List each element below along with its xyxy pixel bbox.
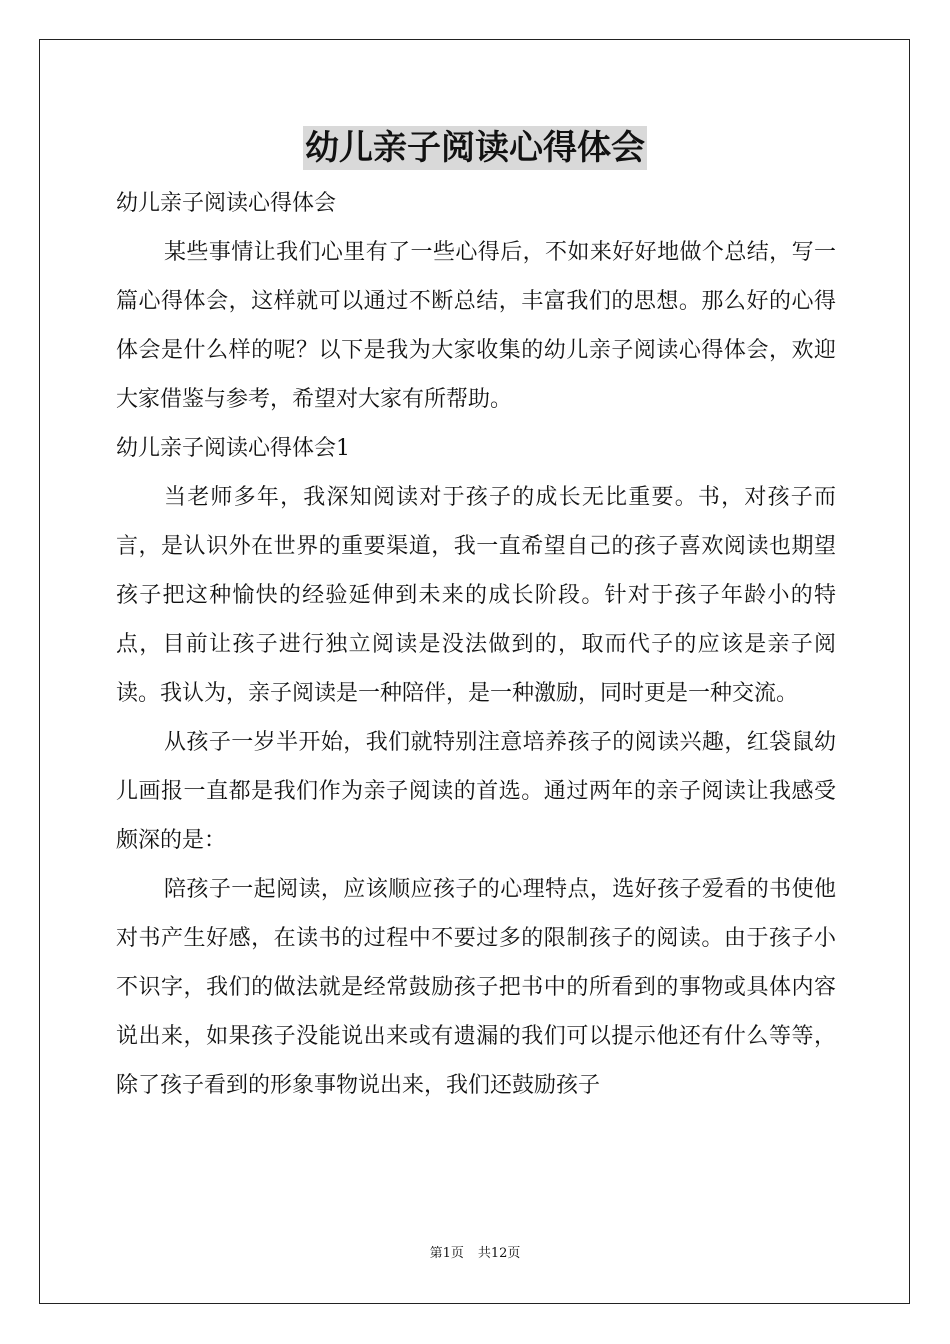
section-heading: 幼儿亲子阅读心得体会1 <box>116 436 350 461</box>
page-total: 共12页 <box>477 1246 521 1261</box>
paragraph-body-2: 从孩子一岁半开始，我们就特别注意培养孩子的阅读兴趣，红袋鼠幼儿画报一直都是我们作为亲子阅读的首选。通过两年的亲子阅读让我感受颇深的是： <box>116 730 836 853</box>
page-number: 第1页 <box>429 1246 464 1261</box>
paragraph-subtitle: 幼儿亲子阅读心得体会 <box>116 191 337 216</box>
document-title-text: 幼儿亲子阅读心得体会 <box>305 128 645 168</box>
paragraph-intro: 某些事情让我们心里有了一些心得后，不如来好好地做个总结，写一篇心得体会，这样就可以通过不断总结，丰富我们的思想。那么好的心得体会是什么样的呢？以下是我为大家收集的幼儿亲子阅读心得体会，欢迎大家借鉴与参考，希望对大家有所帮助。 <box>116 240 836 412</box>
paragraph-body-3: 陪孩子一起阅读，应该顺应孩子的心理特点，选好孩子爱看的书使他对书产生好感，在读书的过程中不要过多的限制孩子的阅读。由于孩子小不识字，我们的做法就是经常鼓励孩子把书中的所看到的事物或具体内容说出来，如果孩子没能说出来或有遗漏的我们可以提示他还有什么等等，除了孩子看到的形象事物说出来，我们还鼓励孩子 <box>116 877 836 1098</box>
document-title <box>0 126 950 170</box>
paragraph-body-1: 当老师多年，我深知阅读对于孩子的成长无比重要。书，对孩子而言，是认识外在世界的重要渠道，我一直希望自己的孩子喜欢阅读也期望孩子把这种愉快的经验延伸到未来的成长阶段。针对于孩子年龄小的特点，目前让孩子进行独立阅读是没法做到的，取而代子的应该是亲子阅读。我认为，亲子阅读是一种陪伴，是一种激励，同时更是一种交流。 <box>116 485 836 706</box>
document-body <box>116 179 836 1110</box>
page-footer <box>0 1244 950 1264</box>
